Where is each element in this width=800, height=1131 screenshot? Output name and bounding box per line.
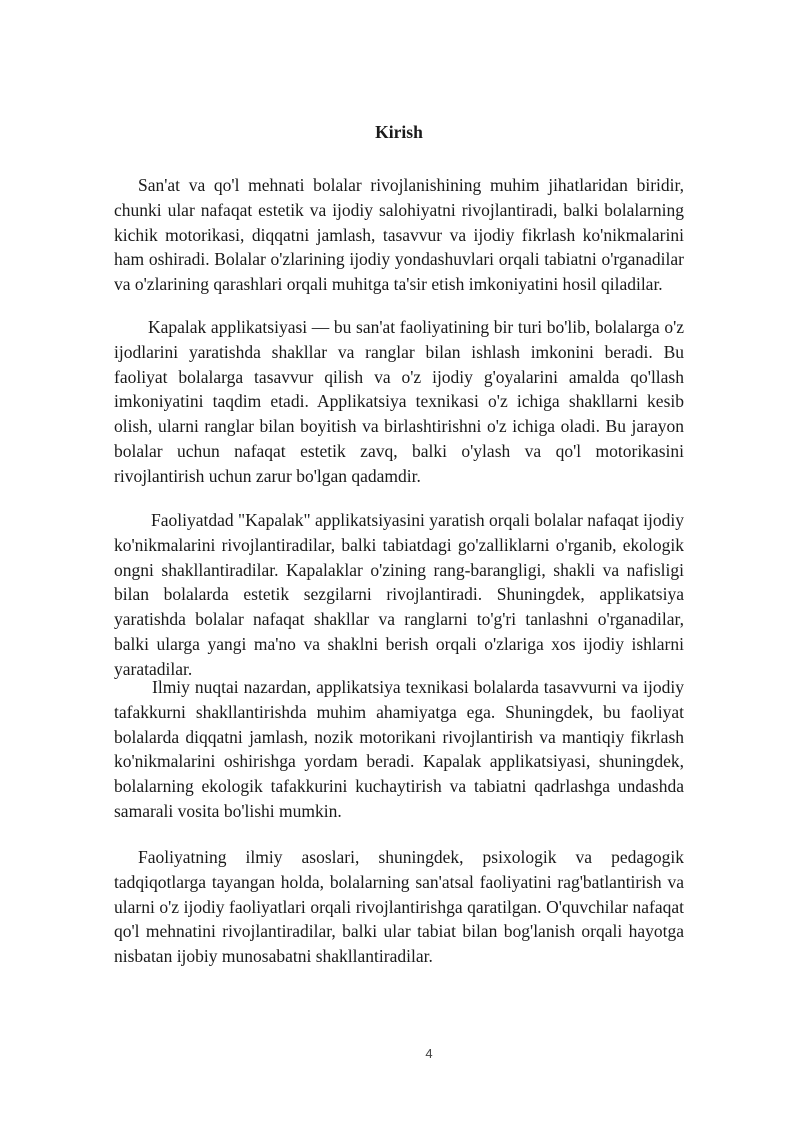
paragraph-2: Kapalak applikatsiyasi — bu san'at faoliyatining bir turi bo'lib, bolalarga o'z ijodlarini yaratishda shakllar va ranglar bilan ishlash imkonini beradi. Bu faoliyat bolalarga tasavvur qilish va o'z ijodiy g'oyalarini amalda qo'llash imkoniyatini taqdim etadi. Applikatsiya texnikasi o'z ichiga shakllarni kesib olish, ularni ranglar bilan boyitish va birlashtirishni o'z ichiga oladi. Bu jarayon bolalar uchun nafaqat estetik zavq, balki o'ylash va qo'l motorikasini rivojlantirish uchun zarur bo'lgan qadamdir. — [114, 317, 684, 486]
paragraph-1: San'at va qo'l mehnati bolalar rivojlanishining muhim jihatlaridan biridir, chunki ular nafaqat estetik va ijodiy salohiyatni rivojlantiradi, balki bolalarning kichik motorikasi, diqqatni jamlash, tasavvur va ijodiy fikrlash ko'nikmalarini ham oshiradi. Bolalar o'zlarining ijodiy yondashuvlari orqali tabiatni o'rganadilar va o'zlarining qarashlari orqali muhitga ta'sir etish imkoniyatini hosil qiladilar. — [114, 175, 684, 295]
paragraph-5: Faoliyatning ilmiy asoslari, shuningdek, psixologik va pedagogik tadqiqotlarga tayangan holda, bolalarning san'atsal faoliyatini rag'batlantirish va ularni o'z ijodiy faoliyatlari orqali rivojlantirishga qaratilgan. O'quvchilar nafaqat qo'l mehnatini rivojlantiradilar, balki ular tabiat bilan bog'lanish orqali hayotga nisbatan ijobiy munosabatni shakllantiradilar. — [114, 847, 684, 967]
paragraph-4: Ilmiy nuqtai nazardan, applikatsiya texnikasi bolalarda tasavvurni va ijodiy tafakkurni shakllantirishda muhim ahamiyatga ega. Shuningdek, bu faoliyat bolalarda diqqatni jamlash, nozik motorikani rivojlantirish va mantiqiy fikrlash ko'nikmalarini oshirishga yordam beradi. Kapalak applikatsiyasi, shuningdek, bolalarning ekologik tafakkurini kuchaytirish va tabiatni qadrlashga undashda samarali vosita bo'lishi mumkin. — [114, 677, 684, 821]
section-title: Kirish — [375, 122, 423, 142]
page-number: 4 — [425, 1046, 433, 1061]
paragraph-3: Faoliyatdad "Kapalak" applikatsiyasini yaratish orqali bolalar nafaqat ijodiy ko'nikmalarini rivojlantiradilar, balki tabiatdagi go'zalliklarni o'rganib, ekologik ongni shakllantiradilar. Kapalaklar o'zining rang-barangligi, shakli va nafisligi bilan bolalarda estetik sezgilarni rivojlantiradi. Shuningdek, applikatsiya yaratishda bolalar nafaqat shakllar va ranglarni to'g'ri tanlashni o'rganadilar, balki ularga yangi ma'no va shaklni berish orqali o'zlariga xos ijodiy ishlarni yaratadilar. — [114, 510, 684, 679]
document-page — [114, 0, 684, 1131]
